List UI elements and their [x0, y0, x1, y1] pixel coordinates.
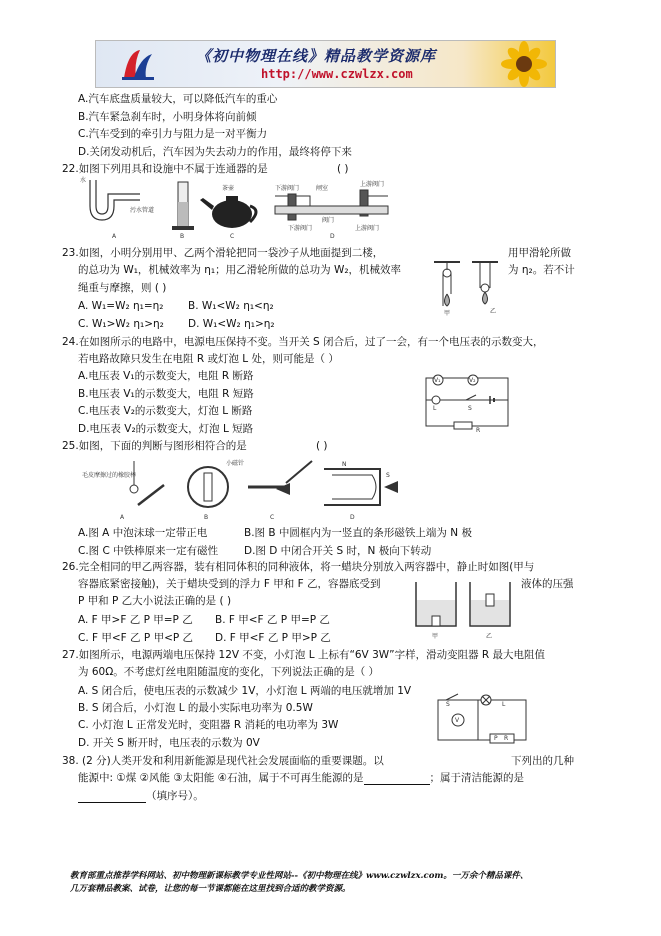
q27-fig-p: P — [494, 735, 498, 742]
q26-option-d: D. F 甲<F 乙 P 甲>P 乙 — [215, 632, 331, 644]
q21-option-d: D.关闭发动机后，汽车因为失去动力的作用，最终将停下来 — [78, 146, 352, 158]
q22-fig-c-teapot — [200, 196, 256, 228]
q22-fig-d-text3: 上游阀门 — [360, 181, 385, 188]
q25-option-a: A.图 A 中泡沫球一定带正电 — [78, 527, 208, 539]
q26-fig-yi: 乙 — [486, 633, 493, 640]
q25-paren: ( ) — [316, 440, 328, 452]
q24-option-d: D.电压表 V₂的示数变大，灯泡 L 短路 — [78, 423, 254, 435]
q25-stem: 25.如图，下面的判断与图形相符合的是 — [62, 440, 247, 452]
q24-option-a: A.电压表 V₁的示数变大，电阻 R 断路 — [78, 370, 254, 382]
q27-switch — [446, 694, 458, 700]
q26-wax-block-yi — [486, 594, 494, 606]
q25-figure — [80, 455, 410, 523]
sunflower-icon — [494, 41, 554, 87]
q25-label-c: C — [270, 514, 275, 521]
q24-fig-s: S — [468, 405, 472, 412]
header-banner — [95, 40, 556, 88]
q27-option-a: A. S 闭合后，使电压表的示数减少 1V，小灯泡 L 两端的电压就增加 1V — [78, 685, 412, 697]
q24-lamp — [432, 396, 440, 404]
q22-fig-d-text1: 下游阀门 — [275, 185, 300, 192]
q25-fig-d-s: S — [386, 472, 390, 479]
q25-fig-d-n: N — [342, 461, 347, 468]
q23-line2a: 的总功为 W₁，机械效率为 η₁；用乙滑轮所做的总功为 W₂，机械效率 — [78, 264, 402, 276]
q38-line1a: 38. (2 分)人类开发和利用新能源是现代社会发展面临的重要课题。以 — [62, 755, 384, 767]
q27-option-c: C. 小灯泡 L 正常发光时，变阻器 R 消耗的电功率为 3W — [78, 719, 339, 731]
q25-option-d: D.图 D 中闭合开关 S 时，N 极向下转动 — [244, 545, 432, 557]
q25-option-b: B.图 B 中圆框内为一竖直的条形磁铁上端为 N 极 — [244, 527, 472, 539]
q38-line3: （填序号）。 — [146, 790, 204, 802]
q23-option-d: D. W₁<W₂ η₁>η₂ — [188, 318, 275, 330]
q27-fig-r: R — [504, 735, 509, 742]
q38-line2 — [78, 771, 524, 785]
q25-option-c: C.图 C 中铁棒原来一定有磁性 — [78, 545, 219, 557]
footer-line2: 几万套精品教案、试卷，让您的每一节课都能在这里找到合适的教学资源。 — [70, 884, 351, 894]
q38-line3-wrap — [78, 789, 204, 803]
q24-option-c: C.电压表 V₂的示数变大，灯泡 L 断路 — [78, 405, 253, 417]
q24-fig-v2: V₂ — [469, 377, 476, 384]
q21-option-c: C.汽车受到的牵引力与阻力是一对平衡力 — [78, 128, 268, 140]
q27-fig-l: L — [502, 701, 506, 708]
q26-fig-jia: 甲 — [432, 633, 439, 640]
q25-label-b: B — [204, 514, 209, 521]
q38-line1b: 下列出的几种 — [511, 755, 574, 767]
q22-fig-d-lock — [275, 190, 388, 220]
q38-answer-blank-2[interactable] — [78, 791, 146, 803]
q26-containers-figure — [410, 578, 518, 642]
q27-circuit-figure — [432, 692, 532, 748]
q23-fig-jia: 甲 — [444, 310, 451, 316]
q22-label-b: B — [180, 233, 185, 240]
q23-pulley-figure — [430, 258, 505, 316]
q22-fig-d-text5: 下游阀门 — [288, 225, 313, 232]
q24-line2: 若电路故障只发生在电阻 R 或灯泡 L 处，则可能是（ ） — [78, 353, 339, 365]
q22-fig-d-text6: 上游阀门 — [355, 225, 380, 232]
q24-switch — [466, 395, 476, 400]
q27-option-b: B. S 闭合后，小灯泡 L 的最小实际电功率为 0.5W — [78, 702, 313, 714]
q22-label-c: C — [230, 233, 235, 240]
q27-option-d: D. 开关 S 断开时，电压表的示数为 0V — [78, 737, 260, 749]
q22-label-a: A — [112, 233, 117, 240]
q24-fig-r: R — [476, 427, 481, 434]
q24-circuit-figure — [418, 370, 516, 434]
footer-line1: 教育部重点推荐学科网站、初中物理新课标教学专业性网站--《初中物理在线》www.czwlzx.com。一万余个精品课件、 — [70, 871, 529, 881]
banner-title: 《初中物理在线》精品教学资源库 — [196, 47, 437, 65]
q22-paren: ( ) — [337, 163, 349, 175]
q38-answer-blank-1[interactable] — [364, 773, 430, 785]
q22-fig-d-text4: 阀门 — [322, 217, 335, 224]
q26-line3: P 甲和 P 乙大小说法正确的是 ( ) — [78, 595, 232, 607]
q23-option-a: A. W₁=W₂ η₁=η₂ — [78, 300, 164, 312]
q22-fig-d-text2: 闸室 — [316, 185, 329, 192]
q26-option-b: B. F 甲<F 乙 P 甲=P 乙 — [215, 614, 330, 626]
q24-resistor — [454, 422, 472, 429]
q38-line2a: 能源中: ①煤 ②风能 ③太阳能 ④石油，属于不可再生能源的是 — [78, 772, 364, 784]
q27-line2: 为 60Ω。不考虑灯丝电阻随温度的变化，下列说法正确的是（ ） — [78, 666, 380, 678]
q26-option-a: A. F 甲>F 乙 P 甲=P 乙 — [78, 614, 193, 626]
q25-label-d: D — [350, 514, 355, 521]
q25-fig-b-text: 小磁针 — [226, 460, 245, 467]
banner-url: http://www.czwlzx.com — [261, 67, 413, 81]
q27-fig-s: S — [446, 701, 450, 708]
q22-fig-a-sewer: 污水管道 — [130, 207, 155, 214]
q27-line1: 27.如图所示，电源两端电压保持 12V 不变，小灯泡 L 上标有“6V 3W”字样，滑动变阻器 R 最大电阻值 — [62, 649, 546, 661]
q25-fig-a-text: 毛皮摩擦过的橡胶棒 — [82, 472, 137, 479]
q23-line2b: 为 η₂。若不计 — [508, 264, 575, 276]
q22-label-d: D — [330, 233, 335, 240]
q25-label-a: A — [120, 514, 125, 521]
q22-fig-a-pipe — [90, 180, 140, 220]
q23-line1b: 用甲滑轮所做 — [508, 247, 571, 259]
q27-fig-v: V — [455, 717, 460, 724]
q24-fig-v1: V₁ — [434, 377, 441, 384]
q24-fig-l: L — [433, 405, 437, 412]
q22-fig-a-water: 水 — [80, 177, 87, 184]
q24-line1: 24.在如图所示的电路中，电源电压保持不变。当开关 S 闭合后，过了一会，有一个电压表的示数变大， — [62, 336, 544, 348]
q23-option-b: B. W₁<W₂ η₁<η₂ — [188, 300, 274, 312]
q21-option-b: B.汽车紧急刹车时，小明身体将向前倾 — [78, 111, 257, 123]
q21-option-a: A.汽车底盘质量较大，可以降低汽车的重心 — [78, 93, 278, 105]
q26-line2b: 液体的压强 — [521, 578, 574, 590]
q23-line1a: 23.如图，小明分别用甲、乙两个滑轮把同一袋沙子从地面提到二楼， — [62, 247, 384, 259]
q38-line2b: ；属于清洁能源的是 — [429, 772, 525, 784]
q22-figure — [70, 176, 390, 242]
q22-stem: 22.如图下列用具和设施中不属于连通器的是 — [62, 163, 268, 175]
q26-line2a: 容器底紧密接触)，关于蜡块受到的浮力 F 甲和 F 乙，容器底受到 — [78, 578, 381, 590]
q22-fig-c-text: 茶壶 — [222, 185, 235, 192]
q26-line1: 26.完全相同的甲乙两容器，装有相同体积的同种液体，将一蜡块分别放入两容器中，静止时如图(甲与 — [62, 561, 535, 573]
q24-option-b: B.电压表 V₁的示数变大，电阻 R 短路 — [78, 388, 254, 400]
q23-option-c: C. W₁>W₂ η₁>η₂ — [78, 318, 164, 330]
q26-wax-block-jia — [432, 616, 440, 626]
q23-line3: 绳重与摩擦，则 ( ) — [78, 282, 167, 294]
q26-option-c: C. F 甲<F 乙 P 甲<P 乙 — [78, 632, 194, 644]
q23-fig-yi: 乙 — [490, 308, 497, 315]
site-logo-icon — [118, 44, 158, 84]
